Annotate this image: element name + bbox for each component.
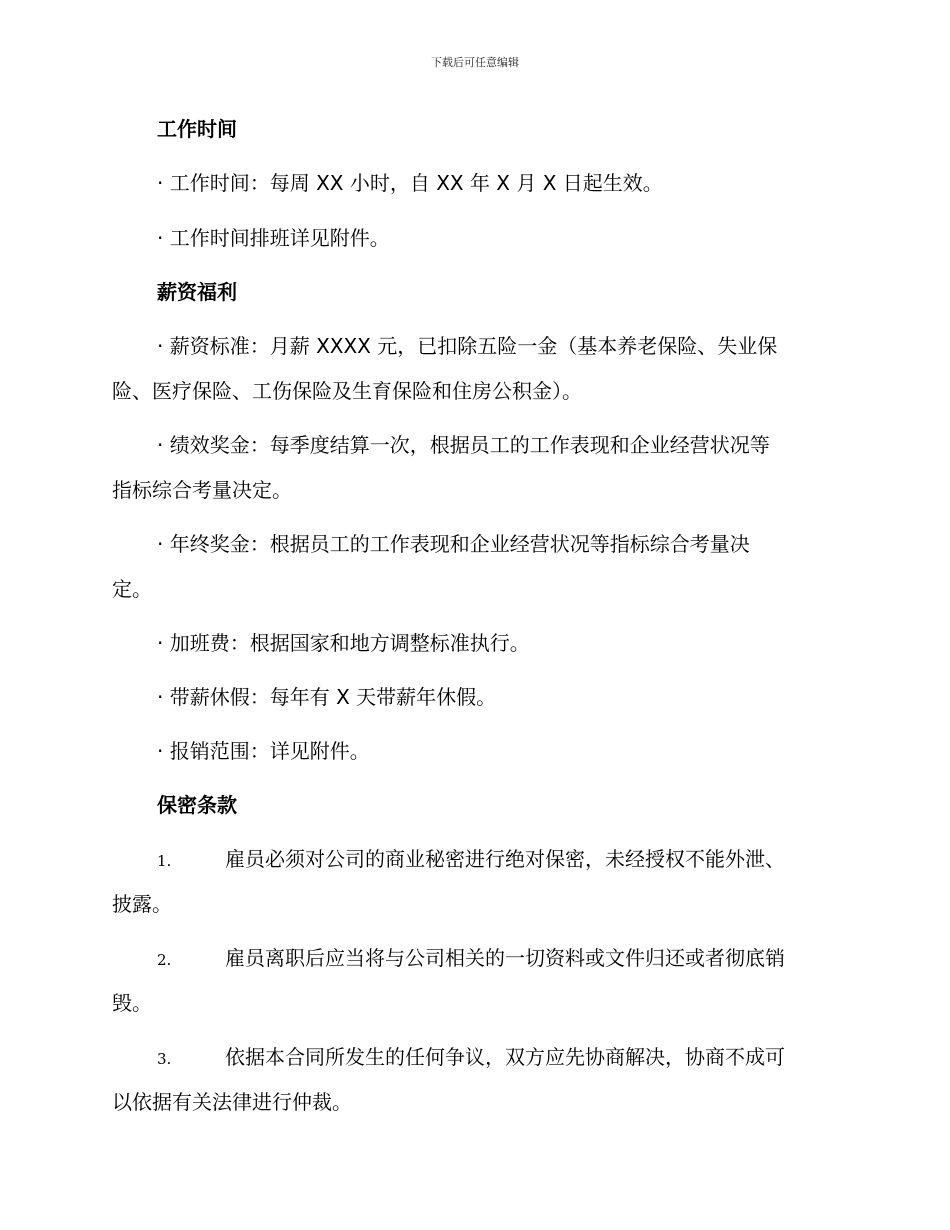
paragraph-continuation: 指标综合考量决定。	[112, 478, 292, 502]
paragraph: · 工作时间排班详见附件。	[157, 226, 390, 250]
paragraph: · 工作时间：每周 XX 小时，自 XX 年 X 月 X 日起生效。	[157, 171, 663, 195]
paragraph: · 报销范围：详见附件。	[157, 739, 370, 763]
list-item-continuation: 以依据有关法律进行仲裁。	[112, 1090, 352, 1114]
paragraph: · 加班费：根据国家和地方调整标准执行。	[157, 631, 530, 655]
list-number: 2.	[157, 951, 172, 969]
section-heading-work-time: 工作时间	[157, 117, 237, 141]
list-item: 依据本合同所发生的任何争议，双方应先协商解决，协商不成可	[225, 1045, 785, 1069]
page-header: 下载后可任意编辑	[431, 56, 519, 69]
paragraph: · 年终奖金：根据员工的工作表现和企业经营状况等指标综合考量决	[157, 532, 750, 556]
paragraph: · 带薪休假：每年有 X 天带薪年休假。	[157, 685, 497, 709]
list-item: 雇员必须对公司的商业秘密进行绝对保密，未经授权不能外泄、	[225, 847, 785, 871]
section-heading-salary: 薪资福利	[157, 280, 237, 304]
list-item-continuation: 毁。	[112, 991, 152, 1015]
paragraph-continuation: 险、医疗保险、工伤保险及生育保险和住房公积金）。	[112, 379, 582, 403]
list-item-continuation: 披露。	[112, 892, 172, 916]
paragraph: · 薪资标准：月薪 XXXX 元，已扣除五险一金（基本养老保险、失业保	[157, 334, 778, 358]
list-item: 雇员离职后应当将与公司相关的一切资料或文件归还或者彻底销	[225, 946, 785, 970]
list-number: 3.	[157, 1050, 172, 1068]
paragraph: · 绩效奖金：每季度结算一次，根据员工的工作表现和企业经营状况等	[157, 433, 770, 457]
paragraph-continuation: 定。	[112, 577, 152, 601]
section-heading-confidentiality: 保密条款	[157, 793, 237, 817]
list-number: 1.	[157, 852, 172, 870]
